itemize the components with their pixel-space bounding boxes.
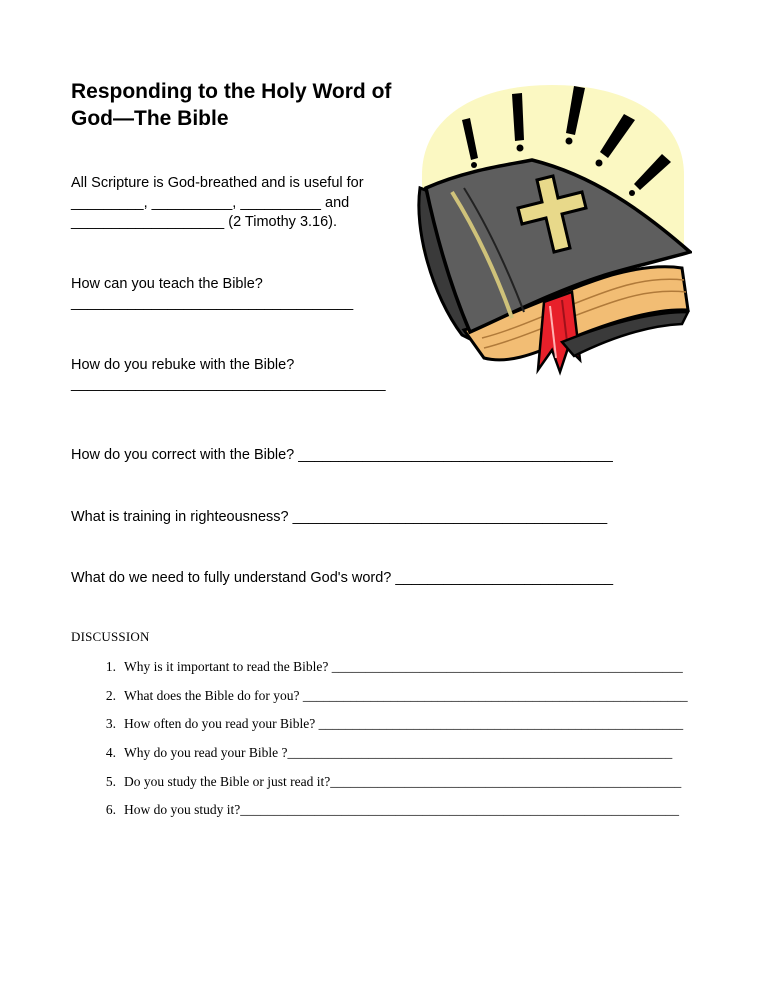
intro-paragraph: All Scripture is God-breathed and is useful for _________, __________, __________ and ___________________ (2 Timothy 3.16).: [71, 175, 364, 230]
bookmark-ribbon: [538, 292, 580, 372]
question-understand: What do we need to fully understand God's word? ___________________________: [71, 570, 614, 586]
list-item-number: 2.: [105, 687, 116, 703]
question-training: What is training in righteousness? _______________________________________: [71, 509, 608, 525]
list-item-number: 6.: [105, 802, 116, 818]
list-item-number: 4.: [105, 745, 116, 761]
page-title: Responding to the Holy Word of God—The Bible: [71, 80, 392, 130]
list-item-text: What does the Bible do for you? _________________________________________________________: [124, 687, 688, 703]
discussion-heading: DISCUSSION: [71, 629, 150, 644]
list-item-text: Why is it important to read the Bible? ____________________________________________________: [124, 659, 683, 674]
question-teach: How can you teach the Bible? ___________________________________: [71, 276, 354, 311]
list-item: [71, 714, 711, 743]
list-item: [71, 657, 711, 686]
list-item-text: Why do you read your Bible ?_________________________________________________________: [124, 745, 673, 761]
question-correct: How do you correct with the Bible? _______________________________________: [71, 447, 613, 463]
discussion-list: [71, 657, 711, 829]
question-rebuke: How do you rebuke with the Bible? _______________________________________: [71, 357, 386, 392]
list-item: [71, 772, 711, 801]
list-item-number: 3.: [105, 716, 116, 732]
list-item: [71, 686, 711, 715]
bible-clipart-icon: [412, 80, 692, 380]
list-item: [71, 800, 711, 829]
list-item-text: How often do you read your Bible? ______________________________________________________: [124, 716, 684, 732]
list-item-number: 5.: [105, 773, 116, 789]
list-item: [71, 743, 711, 772]
list-item-text: How do you study it?_________________________________________________________________: [124, 802, 679, 818]
list-item-number: 1.: [105, 659, 116, 674]
list-item-text: Do you study the Bible or just read it?____________________________________________________: [124, 773, 682, 789]
